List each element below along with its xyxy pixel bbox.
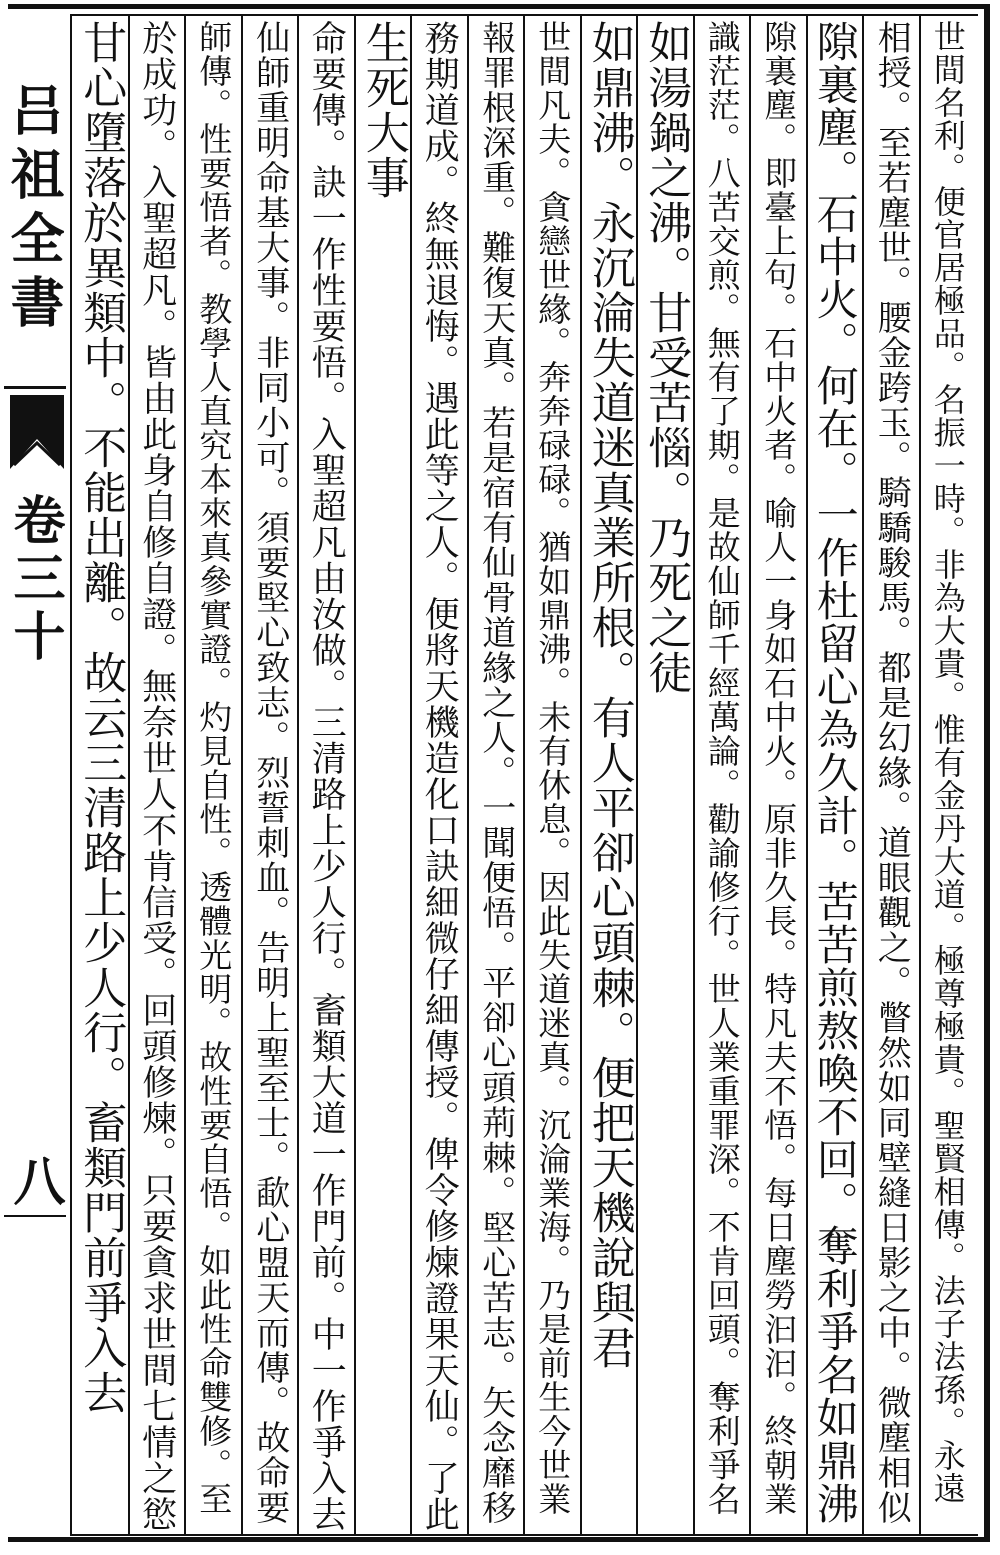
text-column: 務期道成。終無退悔。遇此等之人。便將天機造化口訣細微仔細傳授。俾令修煉證果天仙。了此 xyxy=(419,20,460,1532)
text-column: 仙師重明命基大事。非同小可。須要堅心致志。烈誓刺血。告明上聖至士。歃心盟天而傳。故命要 xyxy=(249,20,290,1525)
text-column: 生死大事 xyxy=(357,20,409,200)
margin-divider-bottom xyxy=(4,1215,66,1217)
text-column: 世間名利。便官居極品。名振一時。非為大貴。惟有金丹大道。極尊極貴。聖賢相傳。法子法孫。永遠 xyxy=(928,20,967,1505)
text-column: 命要傳。訣一作性要悟。入聖超凡由汝做。三清路上少人行。畜類大道一作門前。中一作爭入去 xyxy=(306,20,347,1532)
text-column: 相授。至若塵世。腰金跨玉。騎驕駿馬。都是幻緣。道眼觀之。瞥然如同壁縫日影之中。微塵相似 xyxy=(871,20,912,1525)
margin-divider xyxy=(4,386,66,389)
margin-volume: 卷三十 xyxy=(4,493,65,667)
margin-page-number: 八 xyxy=(4,1154,65,1206)
text-column: 甘心墮落於異類中。不能出離。故云三清路上少人行。畜類門前爭入去 xyxy=(75,20,127,1415)
text-column: 於成功。入聖超凡。皆由此身自修自證。無奈世人不肯信受。回頭修煉。只要貪求世間七情之慾 xyxy=(136,20,177,1532)
text-column: 如湯鍋之沸。甘受苦惱。乃死之徒 xyxy=(640,20,692,695)
text-column: 隙裏塵。即臺上句。石中火者。喻人一身如石中火。原非久長。特凡夫不悟。每日塵勞汩汩。終朝業 xyxy=(759,20,799,1516)
fish-tail-icon xyxy=(10,395,64,469)
text-column: 識茫茫。八苦交煎。無有了期。是故仙師千經萬論。勸諭修行。世人業重罪深。不肯回頭。奪利爭名 xyxy=(702,20,742,1516)
margin-book-title: 吕祖全書 xyxy=(2,82,66,338)
text-column: 隙裏塵。石中火。何在。一作杜留心為久計。苦苦煎熬喚不回。奪利爭名如鼎沸 xyxy=(810,20,860,1525)
text-column: 報罪根深重。難復天真。若是宿有仙骨道緣之人。一聞便悟。平卻心頭荊棘。堅心苦志。矢念靡移 xyxy=(475,20,516,1525)
text-column: 師傳。性要悟者。教學人直究本來真參實證。灼見自性。透體光明。故性要自悟。如此性命雙修。至 xyxy=(194,20,234,1516)
text-column: 世間凡夫。貪戀世緣。奔奔碌碌。猶如鼎沸。未有休息。因此失道迷真。沉淪業海。乃是前生今世業 xyxy=(533,20,573,1516)
text-column: 如鼎沸。永沉淪失道迷真業所根。有人平卻心頭棘。便把天機說與君 xyxy=(583,20,635,1370)
